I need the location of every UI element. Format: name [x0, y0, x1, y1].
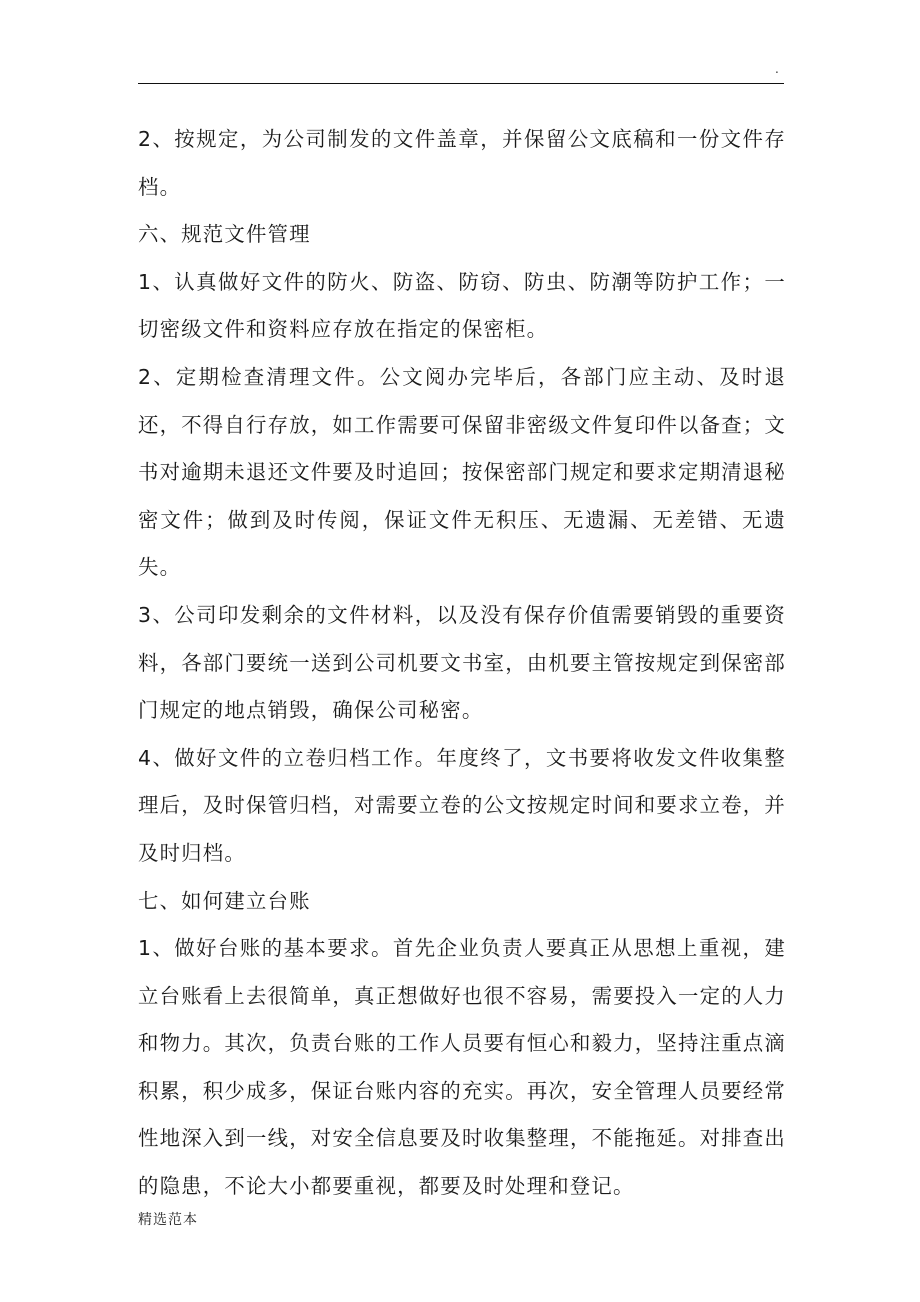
- paragraph-item-1-protection: 1、认真做好文件的防火、防盗、防窃、防虫、防潮等防护工作；一切密级文件和资料应存放在指定的保密柜。: [138, 269, 786, 342]
- footer-label: 精选范本: [138, 1212, 198, 1228]
- header-rule: [138, 83, 784, 84]
- paragraph-item-1-ledger: 1、做好台账的基本要求。首先企业负责人要真正从思想上重视，建立台账看上去很简单，真正想做好也很不容易，需要投入一定的人力和物力。其次，负责台账的工作人员要有恒心和毅力，坚持注重点滴积累，积少成多，保证台账内容的充实。再次，安全管理人员要经常性地深入到一线，对安全信息要及时收集整理，不能拖延。对排查出的隐患，不论大小都要重视，都要及时处理和登记。: [138, 936, 786, 1199]
- section-heading-7: 七、如何建立台账: [138, 888, 311, 913]
- paragraph-item-2-stamp: 2、按规定，为公司制发的文件盖章，并保留公文底稿和一份文件存档。: [138, 127, 786, 199]
- paragraph-item-3-destroy: 3、公司印发剩余的文件材料，以及没有保存价值需要销毁的重要资料，各部门要统一送到公司机要文书室，由机要主管按规定到保密部门规定的地点销毁，确保公司秘密。: [138, 602, 786, 723]
- paragraph-item-2-cleanup: 2、定期检查清理文件。公文阅办完毕后，各部门应主动、及时退还，不得自行存放，如工作需要可保留非密级文件复印件以备查；文书对逾期未退还文件要及时追回；按保密部门规定和要求定期清退秘密文件；做到及时传阅，保证文件无积压、无遗漏、无差错、无遗失。: [138, 364, 786, 580]
- document-body: [138, 116, 786, 1211]
- section-heading-6: 六、规范文件管理: [138, 222, 311, 247]
- header-mark: .: [775, 62, 779, 76]
- paragraph-item-4-archive: 4、做好文件的立卷归档工作。年度终了，文书要将收发文件收集整理后，及时保管归档，对需要立卷的公文按规定时间和要求立卷，并及时归档。: [138, 745, 786, 865]
